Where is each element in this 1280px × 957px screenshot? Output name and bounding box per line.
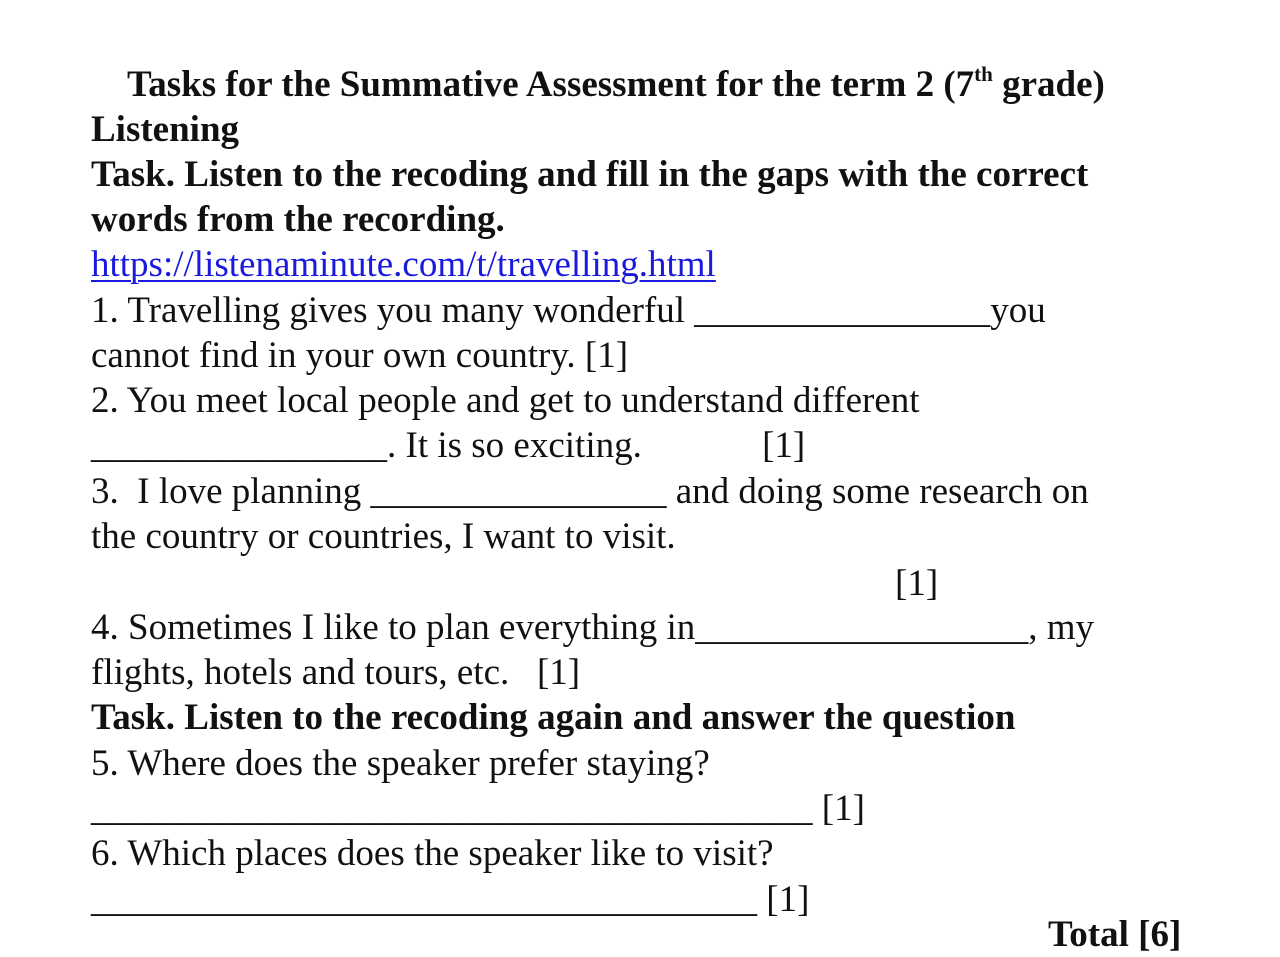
recording-link-line bbox=[91, 242, 716, 287]
question-3-mark: [1] bbox=[895, 563, 939, 604]
task2-instruction: Task. Listen to the recoding again and answer the question bbox=[91, 697, 1016, 738]
task1-instruction-line2: words from the recording. bbox=[91, 199, 505, 240]
question-5-answer-line: _______________________________________ [1] bbox=[91, 788, 865, 829]
question-1-line2: cannot find in your own country. [1] bbox=[91, 335, 629, 376]
question-2-line2: ________________. It is so exciting. [1] bbox=[91, 425, 806, 466]
question-6-answer-line: ____________________________________ [1] bbox=[91, 879, 810, 920]
recording-link[interactable]: https://listenaminute.com/t/travelling.html bbox=[91, 244, 716, 285]
title-prefix: Tasks for the Summative Assessment for the term 2 (7 bbox=[127, 64, 975, 105]
task1-instruction-line1: Task. Listen to the recoding and fill in the gaps with the correct bbox=[91, 154, 1089, 195]
question-1-line1: 1. Travelling gives you many wonderful ________________you bbox=[91, 290, 1046, 331]
question-5-line1: 5. Where does the speaker prefer staying? bbox=[91, 743, 710, 784]
question-6-line1: 6. Which places does the speaker like to visit? bbox=[91, 833, 774, 874]
title-suffix: grade) bbox=[992, 64, 1105, 105]
total-marks: Total [6] bbox=[1048, 914, 1182, 955]
question-2-line1: 2. You meet local people and get to understand different bbox=[91, 380, 920, 421]
question-3-line2: the country or countries, I want to visit. bbox=[91, 516, 676, 557]
question-4-line1: 4. Sometimes I like to plan everything in__________________, my bbox=[91, 607, 1095, 648]
page-title bbox=[127, 62, 1105, 107]
question-3-line1: 3. I love planning ________________ and doing some research on bbox=[91, 471, 1089, 512]
title-superscript: th bbox=[974, 61, 993, 86]
section-heading: Listening bbox=[91, 109, 240, 150]
question-4-line2: flights, hotels and tours, etc. [1] bbox=[91, 652, 581, 693]
